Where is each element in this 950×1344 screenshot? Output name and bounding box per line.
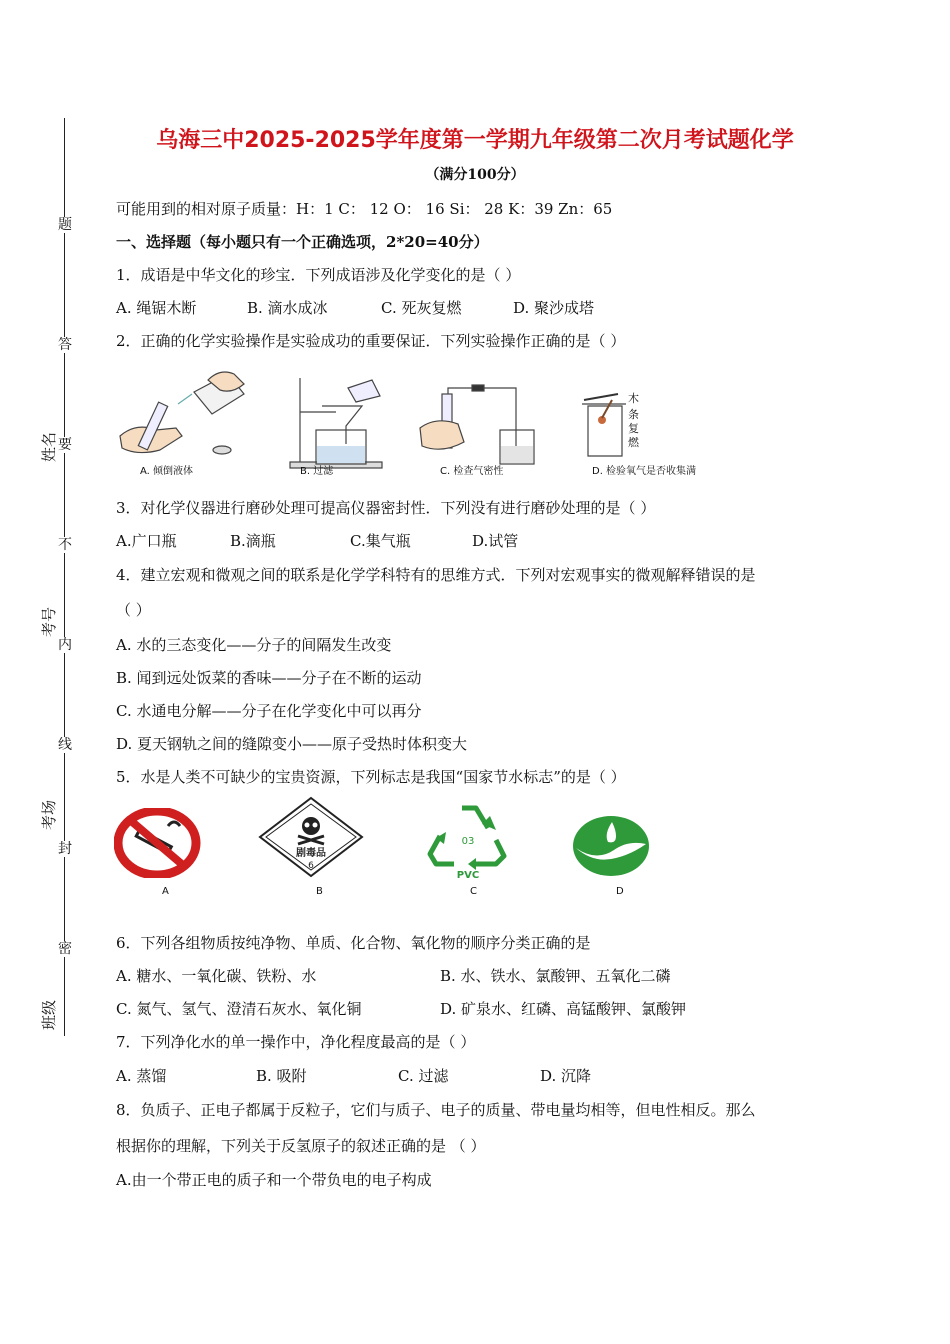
question-2-stem: 2．正确的化学实验操作是实验成功的重要保证．下列实验操作正确的是（ ） bbox=[116, 332, 626, 350]
toxic-sign-text: 剧毒品 bbox=[296, 848, 326, 859]
toxic-sign-number: 6 bbox=[308, 861, 314, 871]
seal-char: 答 bbox=[58, 337, 72, 353]
q8-option-a: A.由一个带正电的质子和一个带负电的电子构成 bbox=[116, 1171, 432, 1189]
field-room-label: 考场 bbox=[40, 799, 58, 830]
q5-label-b: B bbox=[316, 886, 323, 897]
q2-caption-a: A. 倾倒液体 bbox=[140, 466, 194, 477]
oxygen-test-figure bbox=[578, 390, 628, 460]
q1-option-d: D. 聚沙成塔 bbox=[513, 299, 595, 317]
atomic-masses: 可能用到的相对原子质量：H：1 C： 12 O： 16 Si： 28 K：39 Zn：65 bbox=[116, 200, 613, 218]
seal-char: 封 bbox=[58, 841, 72, 857]
filtration-figure bbox=[286, 372, 396, 476]
field-id-label: 考号 bbox=[40, 606, 58, 637]
q6-option-c: C. 氮气、氢气、澄清石灰水、氧化铜 bbox=[116, 1000, 362, 1018]
q7-option-b: B. 吸附 bbox=[256, 1067, 307, 1085]
q2-caption-d: D. 检验氧气是否收集满 bbox=[592, 466, 697, 477]
q1-option-b: B. 滴水成冰 bbox=[247, 299, 328, 317]
q2-vertical-label-1: 木 bbox=[628, 392, 639, 405]
q3-option-b: B.滴瓶 bbox=[230, 532, 276, 550]
seal-char: 内 bbox=[58, 637, 72, 653]
q6-option-d: D. 矿泉水、红磷、高锰酸钾、氯酸钾 bbox=[440, 1000, 687, 1018]
question-5-stem: 5．水是人类不可缺少的宝贵资源，下列标志是我国“国家节水标志”的是（ ） bbox=[116, 768, 626, 786]
q7-option-c: C. 过滤 bbox=[398, 1067, 449, 1085]
q2-caption-c: C. 检查气密性 bbox=[440, 466, 504, 477]
q2-vertical-label-3: 复 bbox=[628, 422, 639, 435]
q3-option-c: C.集气瓶 bbox=[350, 532, 411, 550]
seal-char: 不 bbox=[58, 537, 72, 553]
q3-option-a: A.广口瓶 bbox=[116, 532, 177, 550]
pour-liquid-figure bbox=[116, 364, 266, 476]
question-7-stem: 7．下列净化水的单一操作中，净化程度最高的是（ ） bbox=[116, 1033, 476, 1051]
q2-vertical-label-2: 条 bbox=[628, 408, 639, 421]
recycle-sign-icon bbox=[424, 800, 514, 880]
no-smoking-sign-icon bbox=[114, 808, 204, 878]
section-heading: 一、选择题（每小题只有一个正确选项，2*20=40分） bbox=[116, 233, 489, 251]
q4-option-a: A. 水的三态变化——分子的间隔发生改变 bbox=[116, 636, 392, 654]
q5-label-c: C bbox=[470, 886, 477, 897]
seal-char: 题 bbox=[58, 217, 72, 233]
question-4-stem-cont: （ ） bbox=[116, 601, 151, 619]
q7-option-a: A. 蒸馏 bbox=[116, 1067, 167, 1085]
q1-option-a: A. 绳锯木断 bbox=[116, 299, 197, 317]
water-saving-sign-icon bbox=[572, 814, 652, 878]
q4-option-c: C. 水通电分解——分子在化学变化中可以再分 bbox=[116, 702, 422, 720]
q6-option-b: B. 水、铁水、氯酸钾、五氧化二磷 bbox=[440, 967, 671, 985]
page-subtitle: （满分100分） bbox=[425, 167, 525, 183]
field-class-label: 班级 bbox=[40, 999, 58, 1030]
question-3-stem: 3．对化学仪器进行磨砂处理可提高仪器密封性．下列没有进行磨砂处理的是（ ） bbox=[116, 499, 656, 517]
q1-option-c: C. 死灰复燃 bbox=[381, 299, 462, 317]
recycle-sign-number: 03 bbox=[461, 836, 475, 847]
q5-label-a: A bbox=[162, 886, 169, 897]
seal-char: 密 bbox=[58, 941, 72, 957]
question-6-stem: 6．下列各组物质按纯净物、单质、化合物、氧化物的顺序分类正确的是 bbox=[116, 934, 591, 952]
q4-option-d: D. 夏天钢轨之间的缝隙变小——原子受热时体积变大 bbox=[116, 735, 468, 753]
q4-option-b: B. 闻到远处饭菜的香味——分子在不断的运动 bbox=[116, 669, 422, 687]
q2-caption-b: B. 过滤 bbox=[300, 466, 334, 477]
question-8-stem-cont: 根据你的理解，下列关于反氢原子的叙述正确的是 （ ） bbox=[116, 1137, 486, 1155]
recycle-sign-text: PVC bbox=[456, 870, 480, 880]
question-1-stem: 1．成语是中华文化的珍宝．下列成语涉及化学变化的是（ ） bbox=[116, 266, 521, 284]
toxic-sign-icon bbox=[258, 796, 364, 878]
seal-char: 线 bbox=[58, 737, 72, 753]
seal-char: 要 bbox=[58, 437, 72, 453]
question-4-stem: 4．建立宏观和微观之间的联系是化学学科特有的思维方式．下列对宏观事实的微观解释错误的是 bbox=[116, 566, 756, 584]
page-title: 乌海三中2025-2025学年度第一学期九年级第二次月考试题化学 bbox=[156, 128, 794, 153]
q6-option-a: A. 糖水、一氧化碳、铁粉、水 bbox=[116, 967, 317, 985]
seal-line bbox=[64, 118, 65, 1036]
question-8-stem: 8．负质子、正电子都属于反粒子，它们与质子、电子的质量、带电量均相等，但电性相反。那么 bbox=[116, 1101, 756, 1119]
q5-label-d: D bbox=[616, 886, 624, 897]
field-name-label: 姓名 bbox=[40, 431, 58, 462]
q2-vertical-label-4: 燃 bbox=[628, 436, 639, 449]
q7-option-d: D. 沉降 bbox=[540, 1067, 592, 1085]
q3-option-d: D.试管 bbox=[472, 532, 519, 550]
